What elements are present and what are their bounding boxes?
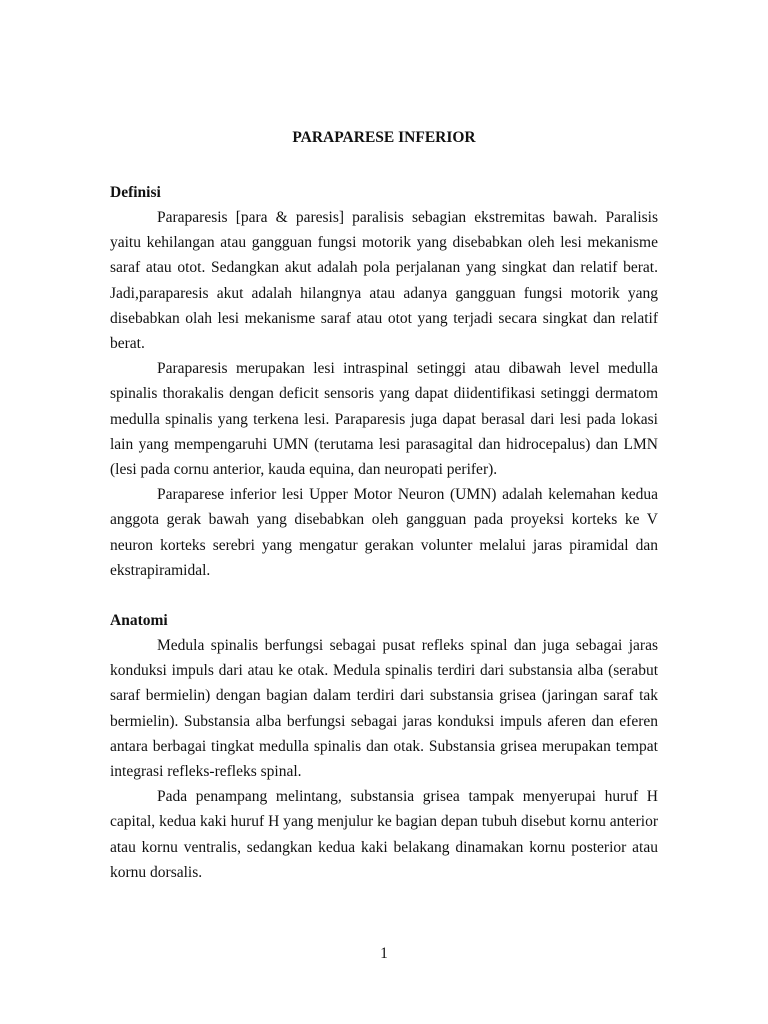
paragraph-anatomi-1: Medula spinalis berfungsi sebagai pusat refleks spinal dan juga sebagai jaras konduksi impuls dari atau ke otak. Medula spinalis terdiri dari substansia alba (serabut saraf bermielin) dengan bagian dalam terdiri dari substansia grisea (jaringan saraf tak bermielin). Substansia alba berfungsi sebagai jaras konduksi impuls aferen dan eferen antara berbagai tingkat medulla spinalis dan otak. Substansia grisea merupakan tempat integrasi refleks-refleks spinal.: [110, 637, 658, 781]
section-heading-definisi: Definisi: [110, 184, 161, 201]
page-number: 1: [380, 945, 388, 962]
paragraph-definisi-1: Paraparesis [para & paresis] paralisis sebagian ekstremitas bawah. Paralisis yaitu kehilangan atau gangguan fungsi motorik yang disebabkan oleh lesi mekanisme saraf atau otot. Sedangkan akut adalah pola perjalanan yang singkat dan relatif berat. Jadi,paraparesis akut adalah hilangnya atau adanya gangguan fungsi motorik yang disebabkan olah lesi mekanisme saraf atau otot yang terjadi secara singkat dan relatif berat.: [110, 209, 658, 353]
section-heading-anatomi: Anatomi: [110, 612, 168, 630]
document-title: PARAPARESE INFERIOR: [292, 129, 476, 146]
paragraph-anatomi-2: Pada penampang melintang, substansia grisea tampak menyerupai huruf H capital, kedua kaki huruf H yang menjulur ke bagian depan tubuh disebut kornu anterior atau kornu ventralis, sedangkan kedua kaki belakang dinamakan kornu posterior atau kornu dorsalis.: [110, 788, 658, 881]
paragraph-definisi-3: Paraparese inferior lesi Upper Motor Neuron (UMN) adalah kelemahan kedua anggota gerak bawah yang disebabkan oleh gangguan pada proyeksi korteks ke V neuron korteks serebri yang mengatur gerakan volunter melalui jaras piramidal dan ekstrapiramidal.: [110, 486, 658, 579]
page-content: [110, 125, 658, 885]
paragraph-definisi-2: Paraparesis merupakan lesi intraspinal setinggi atau dibawah level medulla spinalis thorakalis dengan deficit sensoris yang dapat diidentifikasi setinggi dermatom medulla spinalis yang terkena lesi. Paraparesis juga dapat berasal dari lesi pada lokasi lain yang mempengaruhi UMN (terutama lesi parasagital dan hidrocepalus) dan LMN (lesi pada cornu anterior, kauda equina, dan neuropati perifer).: [110, 360, 658, 479]
